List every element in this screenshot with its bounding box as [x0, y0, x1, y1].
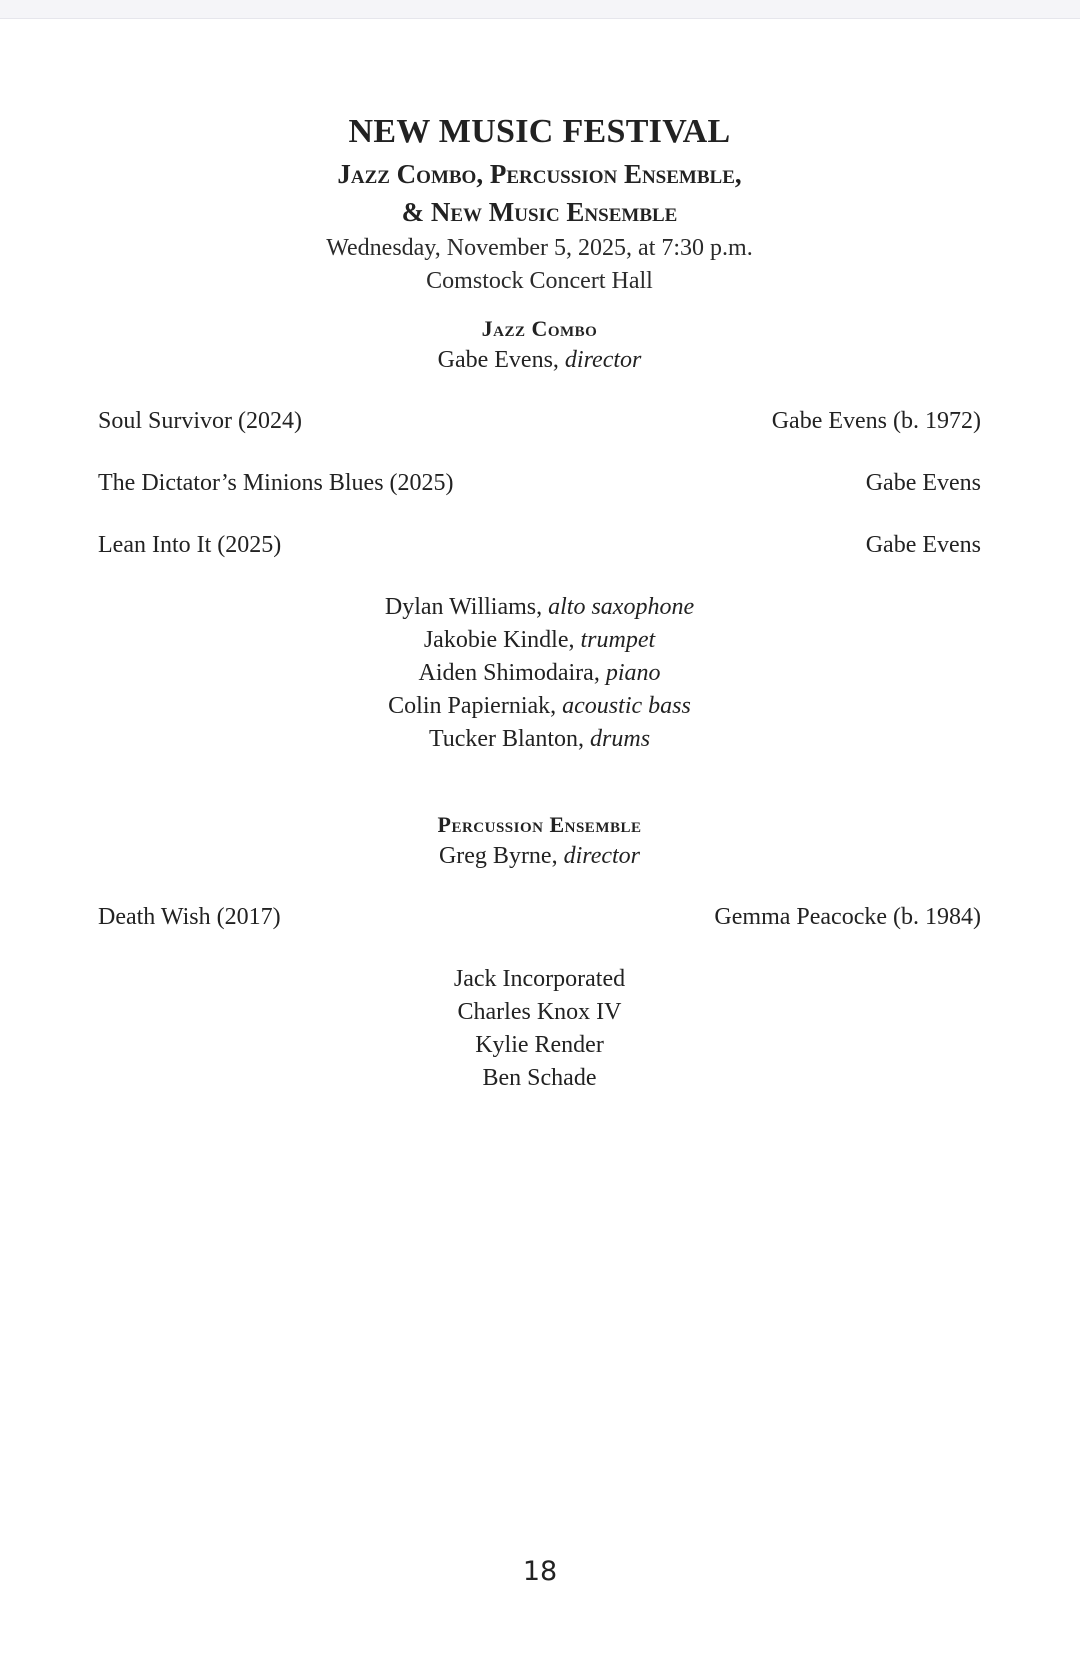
performer-instrument: alto saxophone [548, 594, 695, 620]
concert-date: Wednesday, November 5, 2025, at 7:30 p.m. [326, 235, 753, 261]
program-piece [98, 901, 981, 933]
piece-composer: Gabe Evens (b. 1972) [771, 408, 981, 434]
piece-title: Soul Survivor (2024) [98, 408, 302, 434]
performer-name: Ben Schade [482, 1065, 597, 1091]
performer-name: Colin Papierniak [388, 693, 551, 719]
performer-entry: Jakobie Kindle, trumpet [423, 627, 656, 653]
performer-name: Tucker Blanton [428, 726, 579, 752]
piece-composer: Gabe Evens [865, 470, 981, 496]
director-role: director [563, 843, 641, 869]
performer-entry: Aiden Shimodaira, piano [418, 660, 661, 686]
piece-composer: Gabe Evens [865, 532, 981, 558]
piece-title: Lean Into It (2025) [98, 532, 282, 558]
performer-instrument: acoustic bass [562, 693, 691, 719]
performer-name: Charles Knox IV [457, 999, 622, 1025]
performer-instrument: trumpet [580, 627, 656, 653]
director-role: director [564, 347, 642, 373]
program-piece [98, 529, 981, 561]
director-name: Gabe Evens [437, 347, 553, 373]
top-bar [0, 0, 1080, 19]
performer-name: Kylie Render [475, 1032, 604, 1058]
program-subtitle-line-1: Jazz Combo, Percussion Ensemble, [337, 159, 742, 189]
program-subtitle-line-2: & New Music Ensemble [401, 197, 678, 227]
program-title: NEW MUSIC FESTIVAL [348, 113, 731, 150]
performer-entry: Dylan Williams, alto saxophone [384, 594, 695, 620]
director-name: Greg Byrne [438, 843, 552, 869]
concert-venue: Comstock Concert Hall [426, 268, 653, 294]
performer-name: Aiden Shimodaira [418, 660, 594, 686]
performer-name: Dylan Williams [384, 594, 537, 620]
piece-title: Death Wish (2017) [98, 904, 281, 930]
program-piece [98, 405, 981, 437]
performer-name: Jack Incorporated [453, 966, 626, 992]
piece-composer: Gemma Peacocke (b. 1984) [714, 904, 981, 930]
jazz-combo-performers [98, 591, 981, 756]
performer-entry: Colin Papierniak, acoustic bass [388, 693, 691, 719]
piece-title: The Dictator’s Minions Blues (2025) [98, 470, 454, 496]
performer-instrument: drums [590, 726, 651, 752]
page-number: 18 [522, 1556, 558, 1587]
performer-instrument: piano [605, 660, 661, 686]
jazz-combo-heading: Jazz Combo [481, 316, 598, 341]
percussion-ensemble-performers [98, 963, 981, 1095]
percussion-ensemble-director: Greg Byrne, director [438, 843, 641, 869]
jazz-combo-director: Gabe Evens, director [437, 347, 642, 373]
percussion-ensemble-heading: Percussion Ensemble [437, 812, 642, 837]
program-piece [98, 467, 981, 499]
performer-name: Jakobie Kindle [423, 627, 569, 653]
performer-entry: Tucker Blanton, drums [428, 726, 651, 752]
